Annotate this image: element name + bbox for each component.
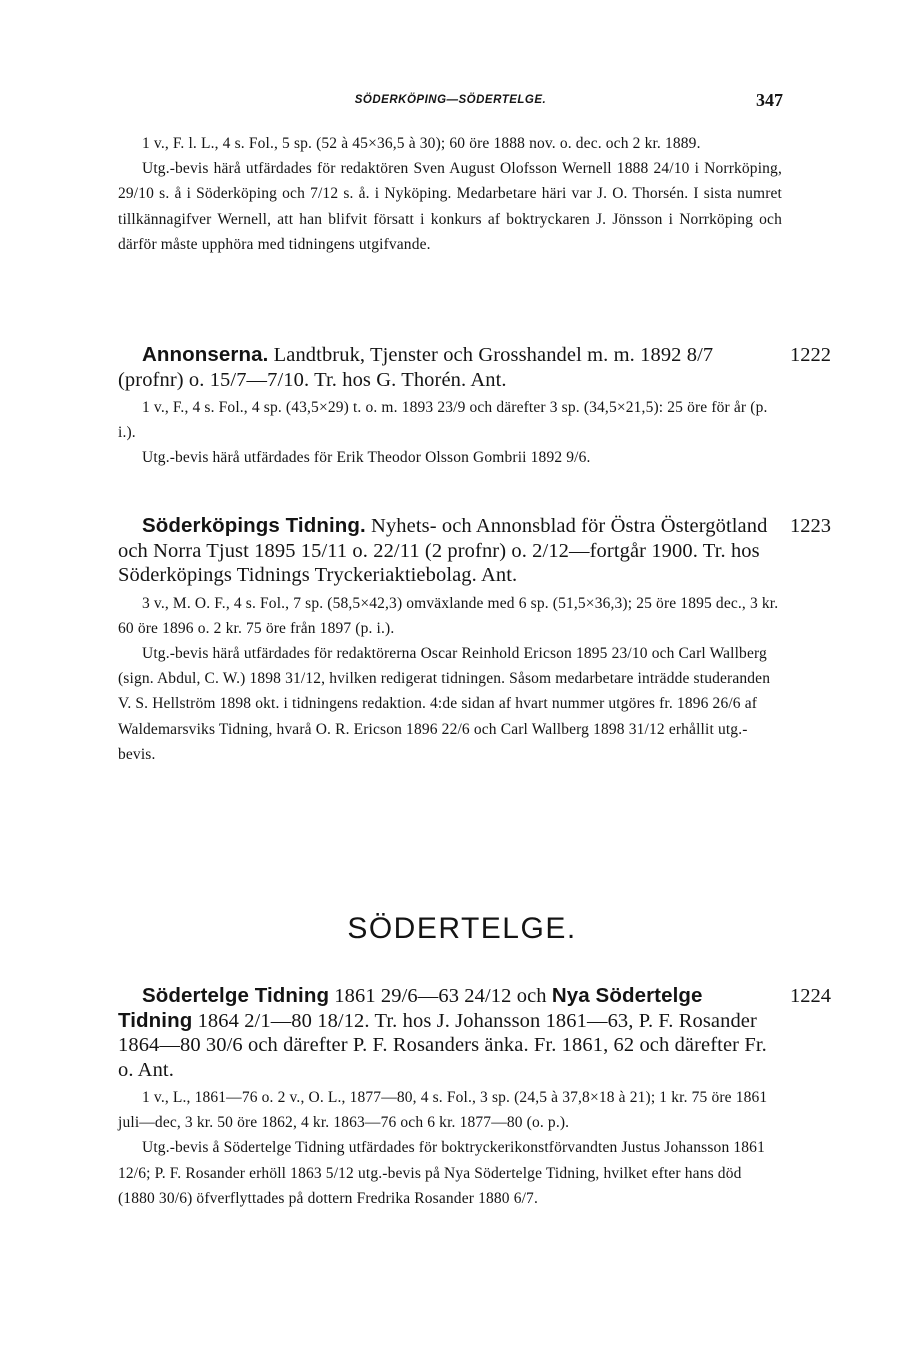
detail-paragraph: Utg.-bevis å Södertelge Tidning utfärdades för boktryckerikonstförvandten Justus Johansson 1861 12/6; P. F. Rosander erhöll 1863 5/12 utg.-bevis på Nya Södertelge Tidning, hvilket efter hans död (1880 30/6) öfverflyttades på dottern Fredrika Rosander 1880 6/7. [118,1139,765,1207]
entry-title [118,343,782,392]
entry-heading-secondary: Nya Södertelge Tidning [118,984,703,1032]
detail-paragraph: 1 v., L., 1861—76 o. 2 v., O. L., 1877—80, 4 s. Fol., 3 sp. (24,5 à 37,8×18 à 21); 1 kr. 75 öre 1861 juli—dec, 3 kr. 50 öre 1862, 4 kr. 1863—76 och 6 kr. 1877—80 (o. p.). [118,1089,768,1132]
entry-1224 [118,984,782,1211]
detail-paragraph: 1 v., F. l. L., 4 s. Fol., 5 sp. (52 à 45×36,5 à 30); 60 öre 1888 nov. o. dec. och 2 kr. 1889. [142,135,701,152]
detail-paragraph: Utg.-bevis härå utfärdades för Erik Theodor Olsson Gombrii 1892 9/6. [142,449,591,467]
entry-title-text: Nyhets- och Annonsblad för Östra Östergötland och Norra Tjust 1895 15/11 o. 22/11 (2 profnr) o. 2/12—fortgår 1900. Tr. hos Söderköpings Tidnings Tryckeriaktiebolag. Ant. [118,515,768,586]
section-title: SÖDERTELGE. [347,912,577,945]
entry-title-text: 1861 29/6—63 24/12 och [329,985,552,1007]
page-header [118,88,783,112]
entry-title [118,984,782,1082]
detail-paragraph: 3 v., M. O. F., 4 s. Fol., 7 sp. (58,5×42,3) omväxlande med 6 sp. (51,5×36,3); 25 öre 1895 dec., 3 kr. 60 öre 1896 o. 2 kr. 75 öre från 1897 (p. i.). [118,594,779,637]
entry-heading: Södertelge Tidning [142,984,330,1007]
detail-paragraph: Utg.-bevis härå utfärdades för redaktören Sven August Olofsson Wernell 1888 24/10 i Norrköping, 29/10 s. å i Söderköping och 7/12 s. å. i Nyköping. Medarbetare häri var J. O. Thorsén. I sista numret tillkännagifver Wernell, att han blifvit försatt i konkurs af boktryckaren J. Jönsson i Norrköping och därför måste upphöra med tidningens utgifvande. [118,160,782,253]
entry-continuation [118,131,782,257]
entry-number: 1222 [790,344,831,366]
entry-title-text: 1864 2/1—80 18/12. Tr. hos J. Johansson 1861—63, P. F. Rosander 1864—80 30/6 och därefter P. F. Rosanders änka. Fr. 1861, 62 och därefter Fr. o. Ant. [118,1009,767,1081]
entry-title [118,514,782,588]
entry-title-text: Landtbruk, Tjenster och Grosshandel m. m. 1892 8/7 (profnr) o. 15/7—7/10. Tr. hos G. Thorén. Ant. [118,344,714,391]
entry-1223 [118,514,782,767]
detail-paragraph: Utg.-bevis härå utfärdades för redaktörerna Oscar Reinhold Ericson 1895 23/10 och Carl Wallberg (sign. Abdul, C. W.) 1898 31/12, hvilken redigerat tidningen. Såsom medarbetare inträdde studeranden V. S. Hellström 1898 okt. i tidningens redaktion. 4:de sidan af hvart nummer utgöres fr. 1896 26/6 af Waldemarsviks Tidning, hvarå O. R. Ericson 1896 22/6 och Carl Wallberg 1898 31/12 erhållit utg.-bevis. [118,644,771,763]
page-number: 347 [756,90,783,110]
detail-paragraph: 1 v., F., 4 s. Fol., 4 sp. (43,5×29) t. o. m. 1893 23/9 och därefter 3 sp. (34,5×21,5): 25 öre för år (p. i.). [118,399,768,442]
entry-1222 [118,343,782,471]
entry-heading: Söderköpings Tidning. [142,514,366,537]
running-head: SÖDERKÖPING—SÖDERTELGE. [354,94,547,106]
entry-number: 1223 [790,515,831,537]
entry-heading: Annonserna. [142,343,269,366]
entry-number: 1224 [790,985,831,1007]
